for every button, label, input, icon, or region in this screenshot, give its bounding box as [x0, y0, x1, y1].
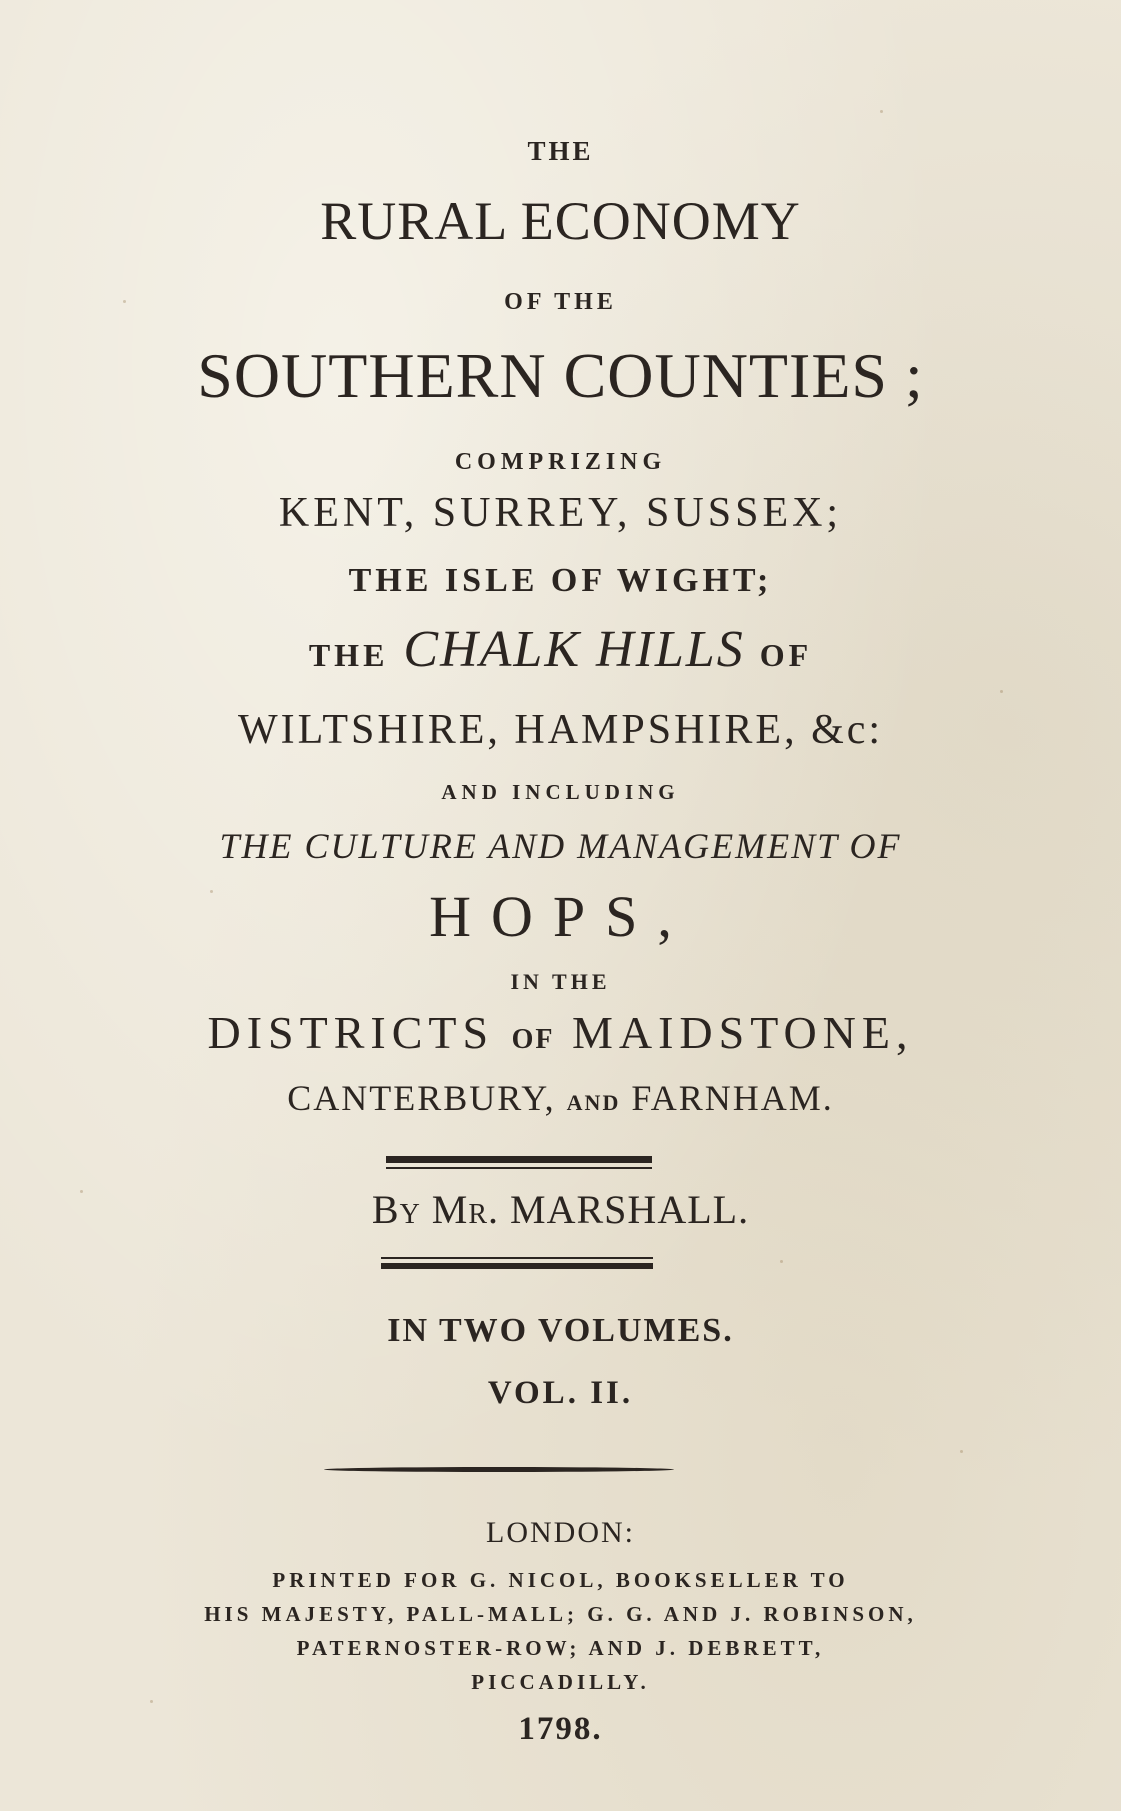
- canterbury-and: AND: [566, 1090, 621, 1115]
- title-of-the: OF THE: [504, 289, 617, 315]
- paper-speck: [150, 1700, 153, 1703]
- rule-below-author-thick: [381, 1263, 653, 1269]
- imprint-city: LONDON:: [486, 1516, 635, 1549]
- title-rural-economy: RURAL ECONOMY: [320, 191, 801, 251]
- imprint-year: 1798.: [518, 1711, 603, 1747]
- subtitle-canterbury-line: [0, 1080, 1121, 1116]
- title-the: THE: [527, 136, 594, 166]
- districts-maidstone: MAIDSTONE,: [571, 1007, 914, 1058]
- rule-swell: [324, 1467, 674, 1472]
- in-two-volumes: IN TWO VOLUMES.: [387, 1312, 734, 1349]
- subtitle-chalk-hills-line: [0, 621, 1121, 678]
- imprint-line-2: HIS MAJESTY, PALL-MALL; G. G. AND J. ROBINSON,: [204, 1602, 917, 1626]
- imprint-line-1: PRINTED FOR G. NICOL, BOOKSELLER TO: [272, 1568, 849, 1592]
- imprint-line-3: PATERNOSTER-ROW; AND J. DEBRETT,: [296, 1636, 825, 1660]
- paper-speck: [1000, 690, 1003, 693]
- subtitle-culture-management: THE CULTURE AND MANAGEMENT OF: [219, 826, 902, 866]
- subtitle-kent-surrey-sussex: KENT, SURREY, SUSSEX;: [278, 490, 843, 536]
- paper-speck: [780, 1260, 783, 1263]
- subtitle-comprizing: COMPRIZING: [454, 449, 667, 475]
- canterbury-word: CANTERBURY,: [287, 1078, 556, 1118]
- author-line: By Mr. MARSHALL.: [371, 1187, 750, 1232]
- rule-below-author-thin: [381, 1257, 653, 1259]
- districts-word: DISTRICTS: [207, 1007, 495, 1058]
- rule-above-author-thick: [386, 1156, 652, 1163]
- paper-speck: [960, 1450, 963, 1453]
- imprint-line-4: PICCADILLY.: [471, 1670, 650, 1694]
- title-southern-counties: SOUTHERN COUNTIES ;: [197, 340, 924, 411]
- volume-number: VOL. II.: [487, 1375, 634, 1411]
- chalk-the: THE: [308, 637, 389, 673]
- paper-speck: [880, 110, 883, 113]
- chalk-of: OF: [759, 637, 813, 673]
- chalk-hills: CHALK HILLS: [403, 621, 745, 678]
- subtitle-wiltshire-hampshire: WILTSHIRE, HAMPSHIRE, &c:: [237, 707, 884, 753]
- subtitle-in-the: IN THE: [510, 969, 611, 994]
- subtitle-and-including: AND INCLUDING: [441, 780, 680, 804]
- subtitle-districts-line: [0, 1007, 1121, 1058]
- canterbury-farnham: FARNHAM.: [631, 1078, 834, 1118]
- subtitle-isle-of-wight: THE ISLE OF WIGHT;: [348, 562, 773, 599]
- districts-of: OF: [511, 1024, 555, 1055]
- subtitle-hops: HOPS,: [429, 884, 692, 949]
- rule-above-author-thin: [386, 1167, 652, 1169]
